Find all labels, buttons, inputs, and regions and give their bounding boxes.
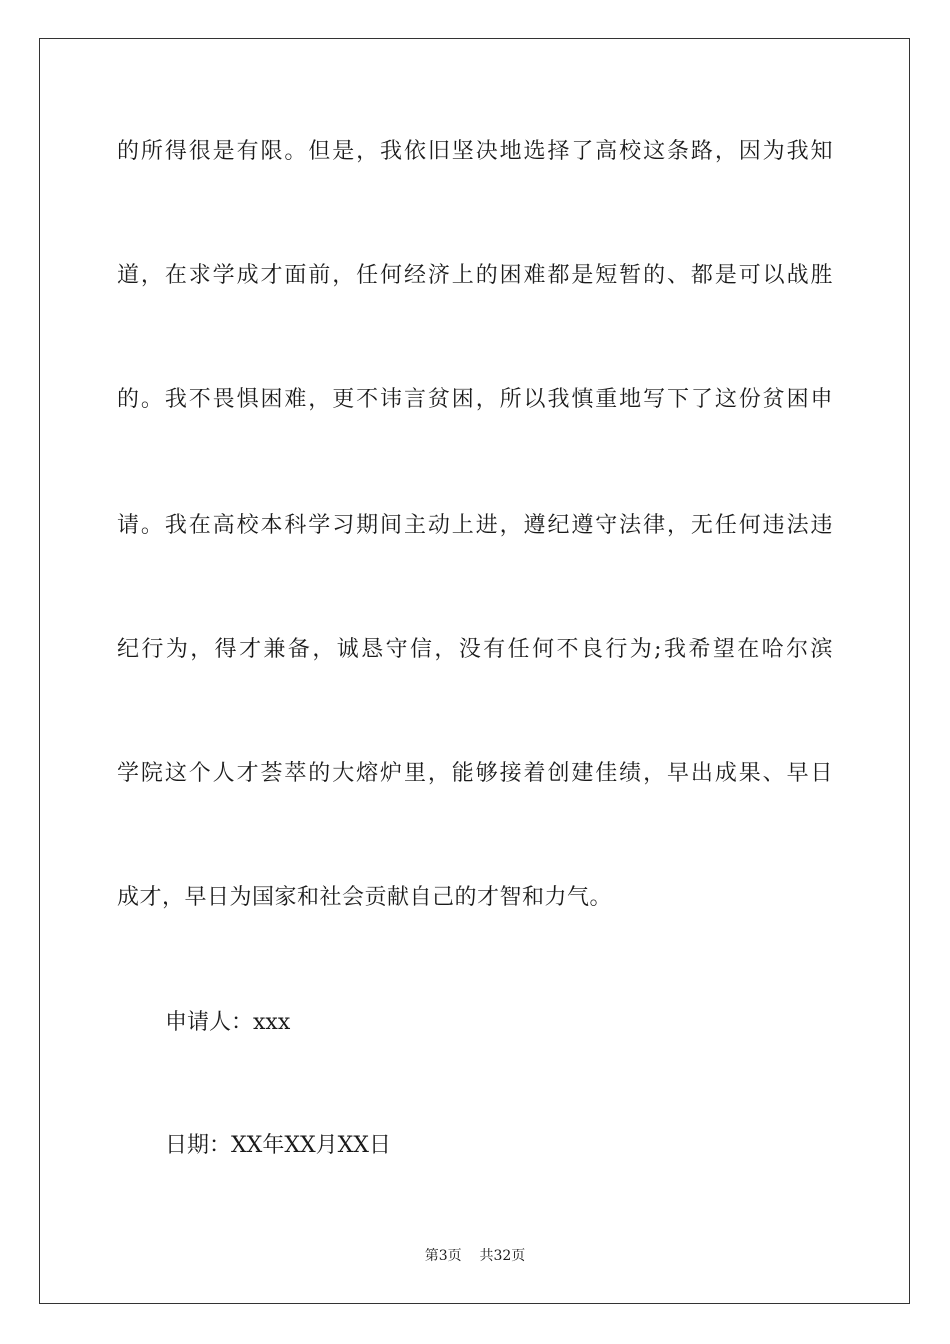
page-number: 第3页 共32页 xyxy=(424,1248,526,1264)
body-line-4: 请。我在高校本科学习期间主动上进，遵纪遵守法律，无任何违法违 xyxy=(117,513,833,538)
applicant-line: 申请人：xxx xyxy=(165,1010,291,1035)
body-line-2: 道，在求学成才面前，任何经济上的困难都是短暂的、都是可以战胜 xyxy=(117,263,833,288)
body-line-3: 的。我不畏惧困难，更不讳言贫困，所以我慎重地写下了这份贫困申 xyxy=(117,387,833,412)
body-line-7: 成才，早日为国家和社会贡献自己的才智和力气。 xyxy=(117,885,613,910)
date-line: 日期：XX年XX月XX日 xyxy=(165,1133,391,1158)
body-line-1: 的所得很是有限。但是，我依旧坚决地选择了高校这条路，因为我知 xyxy=(117,139,833,164)
body-line-6: 学院这个人才荟萃的大熔炉里，能够接着创建佳绩，早出成果、早日 xyxy=(117,761,833,786)
page-frame xyxy=(39,38,910,1304)
body-line-5: 纪行为，得才兼备，诚恳守信，没有任何不良行为;我希望在哈尔滨 xyxy=(117,637,833,662)
